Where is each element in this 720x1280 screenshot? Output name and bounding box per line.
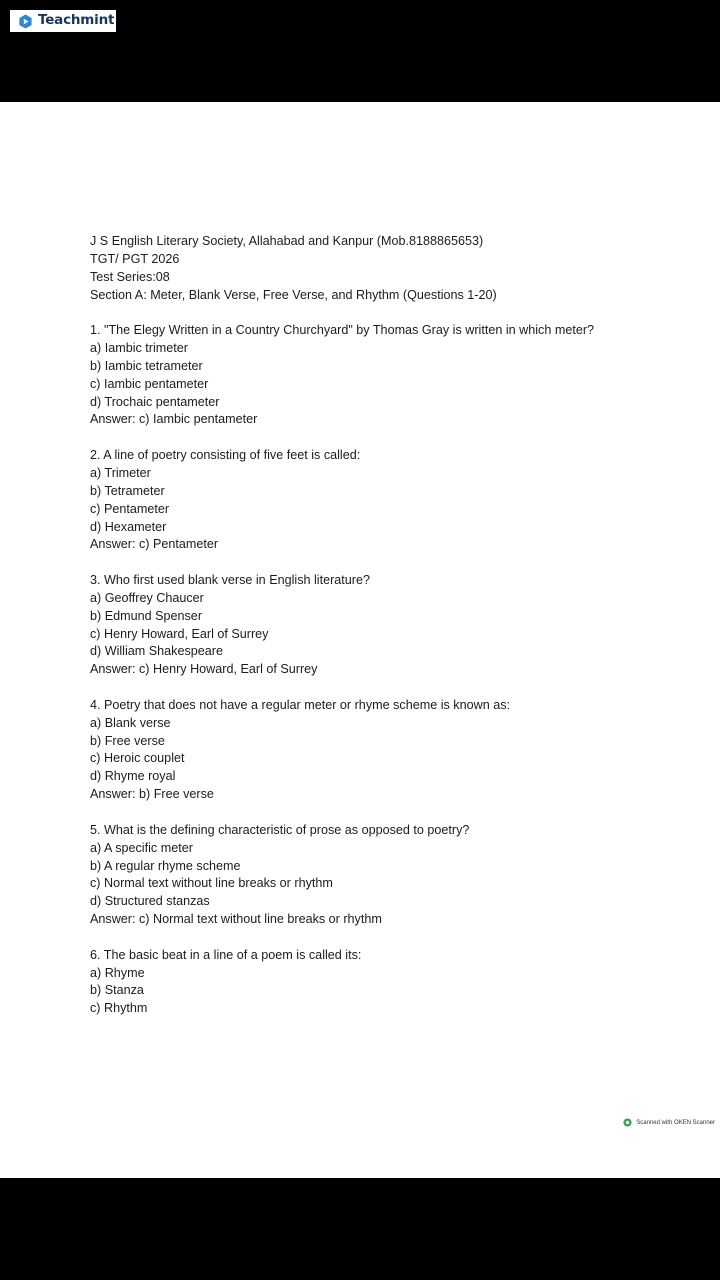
option: b) Iambic tetrameter [90, 358, 203, 373]
question-text: 4. Poetry that does not have a regular meter or rhyme scheme is known as: [90, 697, 510, 712]
header-line: TGT/ PGT 2026 [90, 251, 180, 266]
option: d) Rhyme royal [90, 769, 176, 784]
answer: Answer: c) Pentameter [90, 537, 219, 552]
bottom-black-bar [0, 1178, 720, 1280]
question-3 [90, 572, 690, 679]
answer: Answer: c) Normal text without line breaks or rhythm [90, 912, 382, 927]
spacer [90, 554, 690, 572]
section-title: Section A: Meter, Blank Verse, Free Verse, and Rhythm (Questions 1-20) [90, 287, 497, 302]
scanner-watermark [623, 1118, 715, 1127]
question-text: 2. A line of poetry consisting of five feet is called: [90, 448, 361, 463]
spacer [90, 804, 690, 822]
option: c) Heroic couplet [90, 751, 185, 766]
option: a) Blank verse [90, 715, 171, 730]
spacer [90, 429, 690, 447]
question-6 [90, 947, 690, 1018]
option: d) William Shakespeare [90, 644, 223, 659]
spacer [90, 304, 690, 322]
option: d) Structured stanzas [90, 894, 210, 909]
answer: Answer: c) Iambic pentameter [90, 412, 258, 427]
scanner-logo-icon [623, 1118, 632, 1127]
question-text: 1. "The Elegy Written in a Country Churchyard" by Thomas Gray is written in which meter? [90, 323, 595, 338]
option: b) Free verse [90, 733, 165, 748]
option: a) Iambic trimeter [90, 341, 188, 356]
option: d) Hexameter [90, 519, 167, 534]
header-line: J S English Literary Society, Allahabad and Kanpur (Mob.8188865653) [90, 234, 484, 248]
answer: Answer: c) Henry Howard, Earl of Surrey [90, 662, 318, 677]
option: b) A regular rhyme scheme [90, 858, 241, 873]
option: c) Iambic pentameter [90, 376, 209, 391]
option: b) Edmund Spenser [90, 608, 203, 623]
question-text: 5. What is the defining characteristic of prose as opposed to poetry? [90, 822, 470, 837]
option: b) Stanza [90, 983, 144, 998]
teachmint-badge[interactable] [10, 10, 116, 32]
question-5 [90, 822, 690, 929]
teachmint-logo-icon [18, 14, 33, 29]
answer: Answer: b) Free verse [90, 787, 214, 802]
spacer [90, 929, 690, 947]
question-1 [90, 322, 690, 429]
option: d) Trochaic pentameter [90, 394, 220, 409]
brand-name: Teachmint [38, 12, 115, 29]
question-4 [90, 697, 690, 804]
option: a) Geoffrey Chaucer [90, 590, 204, 605]
spacer [90, 679, 690, 697]
option: a) A specific meter [90, 840, 193, 855]
option: a) Rhyme [90, 965, 145, 980]
option: c) Rhythm [90, 1001, 148, 1016]
header-line: Test Series:08 [90, 269, 170, 284]
question-paper [90, 233, 690, 1018]
question-text: 3. Who first used blank verse in English literature? [90, 573, 370, 588]
option: c) Pentameter [90, 501, 170, 516]
question-2 [90, 447, 690, 554]
option: c) Henry Howard, Earl of Surrey [90, 626, 269, 641]
top-black-bar [0, 0, 720, 102]
option: a) Trimeter [90, 465, 151, 480]
document-page [0, 102, 720, 1178]
question-text: 6. The basic beat in a line of a poem is called its: [90, 947, 362, 962]
scanner-label: Scanned with OKEN Scanner [636, 1119, 715, 1126]
option: b) Tetrameter [90, 483, 165, 498]
option: c) Normal text without line breaks or rhythm [90, 876, 333, 891]
